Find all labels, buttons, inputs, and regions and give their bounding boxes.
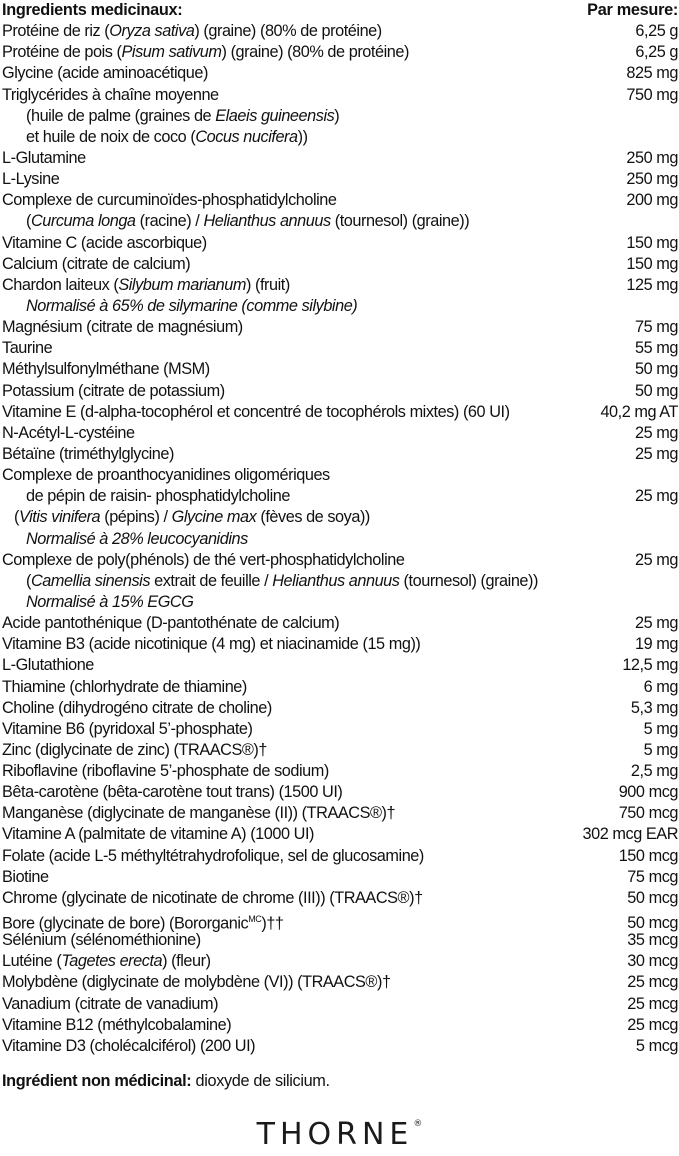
- logo-text: THORNE: [256, 1117, 414, 1152]
- header-amount-label: Par mesure:: [587, 1, 678, 19]
- ingredient-row: [0, 148, 679, 169]
- ingredient-name: Vitamine B12 (méthylcobalamine): [2, 1015, 232, 1034]
- ingredient-name: Magnésium (citrate de magnésium): [2, 318, 243, 337]
- ingredient-name: L-Glutathione: [2, 656, 94, 675]
- ingredient-amount: 50 mcg: [627, 914, 678, 933]
- ingredient-amount: 50 mg: [634, 381, 678, 400]
- ingredient-row: [0, 1036, 679, 1057]
- ingredient-row: [0, 888, 679, 909]
- ingredient-amount: 40,2 mg AT: [600, 402, 678, 421]
- ingredient-amount: 6 mg: [643, 677, 678, 696]
- ingredient-row: [0, 930, 679, 951]
- ingredient-name: Thiamine (chlorhydrate de thiamine): [2, 677, 247, 696]
- ingredient-name: Chrome (glycinate de nicotinate de chrome (III)) (TRAACS®)†: [2, 888, 423, 907]
- ingredient-row: [0, 127, 679, 148]
- ingredient-row: [0, 21, 679, 42]
- ingredient-row: [0, 465, 679, 486]
- ingredient-row: [0, 381, 679, 402]
- ingredient-name: Bêta-carotène (bêta-carotène tout trans) (1500 UI): [2, 783, 343, 802]
- ingredient-name: (huile de palme (graines de Elaeis guineensis): [26, 106, 340, 125]
- ingredient-name: Protéine de riz (Oryza sativa) (graine) (80% de protéine): [2, 22, 382, 41]
- ingredient-row: [0, 909, 679, 933]
- ingredient-row: [0, 211, 679, 232]
- ingredient-amount: 5 mg: [643, 740, 678, 759]
- ingredient-name: Glycine (acide aminoacétique): [2, 64, 208, 83]
- ingredient-amount: 125 mg: [626, 275, 678, 294]
- ingredient-row: [0, 951, 679, 972]
- ingredient-row: [0, 677, 679, 698]
- ingredient-name: Complexe de poly(phénols) de thé vert-phosphatidylcholine: [2, 550, 405, 569]
- ingredient-amount: 25 mg: [634, 487, 678, 506]
- ingredient-row: [0, 782, 679, 803]
- ingredient-row: [0, 1015, 679, 1036]
- ingredient-amount: 25 mcg: [627, 994, 678, 1013]
- ingredient-amount: 25 mcg: [627, 1015, 678, 1034]
- ingredient-amount: 25 mg: [634, 444, 678, 463]
- ingredient-name: Vitamine B3 (acide nicotinique (4 mg) et niacinamide (15 mg)): [2, 635, 421, 654]
- ingredient-amount: 30 mcg: [627, 952, 678, 971]
- ingredient-name: Complexe de proanthocyanidines oligomériques: [2, 466, 330, 485]
- ingredient-name: Riboflavine (riboflavine 5’-phosphate de sodium): [2, 762, 329, 781]
- ingredient-row: [0, 803, 679, 824]
- ingredient-amount: 150 mg: [626, 233, 678, 252]
- ingredient-amount: 302 mcg EAR: [582, 825, 678, 844]
- ingredient-name: Bore (glycinate de bore) (Bororganic$^{MC}$)††: [2, 914, 284, 933]
- ingredient-row: [0, 254, 679, 275]
- ingredient-name: Vitamine B6 (pyridoxal 5’-phosphate): [2, 719, 253, 738]
- ingredient-row: [0, 359, 679, 380]
- ingredient-amount: 200 mg: [626, 191, 678, 210]
- ingredient-amount: 150 mcg: [618, 846, 678, 865]
- ingredient-row: [0, 169, 679, 190]
- ingredient-name: (Curcuma longa (racine) / Helianthus annuus (tournesol) (graine)): [26, 212, 470, 231]
- non-medicinal-label: Ingrédient non médicinal:: [2, 1072, 192, 1090]
- ingredient-name: N-Acétyl-L-cystéine: [2, 423, 135, 442]
- ingredient-amount: 2,5 mg: [630, 762, 678, 781]
- ingredient-row: [0, 85, 679, 106]
- ingredient-row: [0, 444, 679, 465]
- ingredient-row: [0, 571, 679, 592]
- ingredient-row: [0, 296, 679, 317]
- ingredient-name: (Vitis vinifera (pépins) / Glycine max (fèves de soya)): [14, 508, 370, 527]
- thorne-logo: [0, 1117, 679, 1152]
- ingredient-row: [0, 233, 679, 254]
- non-medicinal-text: dioxyde de silicium.: [191, 1072, 330, 1090]
- ingredient-row: [0, 42, 679, 63]
- header-ingredients-label: Ingredients medicinaux:: [2, 1, 183, 19]
- registered-mark: ®: [413, 1119, 423, 1129]
- ingredient-row: [0, 550, 679, 571]
- ingredient-name: Calcium (citrate de calcium): [2, 254, 191, 273]
- ingredient-row: [0, 106, 679, 127]
- ingredient-row: [0, 698, 679, 719]
- ingredient-row: [0, 486, 679, 507]
- ingredient-amount: 75 mg: [634, 318, 678, 337]
- ingredient-row: [0, 507, 679, 528]
- ingredient-row: [0, 190, 679, 211]
- ingredient-amount: 6,25 g: [635, 43, 678, 62]
- ingredient-row: [0, 592, 679, 613]
- ingredient-name: Vanadium (citrate de vanadium): [2, 994, 219, 1013]
- ingredient-amount: 6,25 g: [635, 22, 678, 41]
- ingredient-name: Acide pantothénique (D-pantothénate de calcium): [2, 614, 340, 633]
- ingredient-name: Manganèse (diglycinate de manganèse (II)) (TRAACS®)†: [2, 804, 396, 823]
- ingredient-row: [0, 529, 679, 550]
- ingredient-amount: 5,3 mg: [630, 698, 678, 717]
- ingredient-row: [0, 846, 679, 867]
- ingredient-amount: 12,5 mg: [622, 656, 678, 675]
- ingredient-row: [0, 275, 679, 296]
- ingredient-amount: 900 mcg: [618, 783, 678, 802]
- ingredient-amount: 25 mg: [634, 550, 678, 569]
- ingredient-row: [0, 972, 679, 993]
- ingredient-name: Molybdène (diglycinate de molybdène (VI)) (TRAACS®)†: [2, 973, 391, 992]
- ingredient-name: Vitamine C (acide ascorbique): [2, 233, 207, 252]
- ingredient-list: [0, 21, 679, 1057]
- ingredient-name: Normalisé à 15% EGCG: [26, 592, 194, 611]
- ingredient-name: (Camellia sinensis extrait de feuille / Helianthus annuus (tournesol) (graine)): [26, 571, 538, 590]
- ingredient-amount: 35 mcg: [627, 931, 678, 950]
- non-medicinal-note: [2, 1072, 330, 1091]
- ingredient-name: Taurine: [2, 339, 53, 358]
- ingredient-amount: 50 mg: [634, 360, 678, 379]
- ingredient-amount: 19 mg: [634, 635, 678, 654]
- ingredient-amount: 50 mcg: [627, 888, 678, 907]
- ingredient-row: [0, 740, 679, 761]
- ingredient-name: Sélénium (sélénométhionine): [2, 931, 201, 950]
- ingredient-name: L-Glutamine: [2, 148, 86, 167]
- ingredient-name: Complexe de curcuminoïdes-phosphatidylcholine: [2, 191, 337, 210]
- table-header: [0, 0, 679, 21]
- ingredient-row: [0, 867, 679, 888]
- ingredient-row: [0, 824, 679, 845]
- ingredient-name: de pépin de raisin- phosphatidylcholine: [26, 487, 290, 506]
- ingredient-row: [0, 63, 679, 84]
- ingredient-amount: 75 mcg: [627, 867, 678, 886]
- ingredient-name: Normalisé à 65% de silymarine (comme silybine): [26, 296, 358, 315]
- ingredient-name: Chardon laiteux (Silybum marianum) (fruit): [2, 275, 290, 294]
- ingredient-row: [0, 402, 679, 423]
- ingredient-row: [0, 338, 679, 359]
- ingredient-amount: 750 mg: [626, 85, 678, 104]
- ingredient-name: Potassium (citrate de potassium): [2, 381, 225, 400]
- ingredient-amount: 5 mg: [643, 719, 678, 738]
- ingredient-amount: 25 mg: [634, 423, 678, 442]
- ingredient-name: Vitamine A (palmitate de vitamine A) (1000 UI): [2, 825, 315, 844]
- ingredient-name: Biotine: [2, 867, 49, 886]
- ingredient-row: [0, 613, 679, 634]
- ingredient-amount: 25 mcg: [627, 973, 678, 992]
- ingredient-amount: 250 mg: [626, 148, 678, 167]
- ingredient-name: Lutéine (Tagetes erecta) (fleur): [2, 952, 211, 971]
- ingredient-row: [0, 423, 679, 444]
- ingredient-name: Bétaïne (triméthylglycine): [2, 444, 174, 463]
- ingredient-name: Vitamine E (d-alpha-tocophérol et concentré de tocophérols mixtes) (60 UI): [2, 402, 510, 421]
- ingredient-name: Protéine de pois (Pisum sativum) (graine) (80% de protéine): [2, 43, 409, 62]
- ingredient-amount: 825 mg: [626, 64, 678, 83]
- ingredient-amount: 5 mcg: [635, 1036, 678, 1055]
- ingredient-row: [0, 994, 679, 1015]
- ingredient-name: et huile de noix de coco (Cocus nucifera)): [26, 127, 308, 146]
- ingredient-name: Triglycérides à chaîne moyenne: [2, 85, 219, 104]
- ingredient-row: [0, 761, 679, 782]
- ingredient-name: Choline (dihydrogéno citrate de choline): [2, 698, 272, 717]
- ingredient-name: Folate (acide L-5 méthyltétrahydrofolique, sel de glucosamine): [2, 846, 424, 865]
- ingredient-amount: 55 mg: [634, 339, 678, 358]
- ingredient-amount: 250 mg: [626, 170, 678, 189]
- ingredient-amount: 150 mg: [626, 254, 678, 273]
- ingredient-row: [0, 719, 679, 740]
- ingredient-row: [0, 634, 679, 655]
- ingredient-amount: 750 mcg: [618, 804, 678, 823]
- ingredient-name: Vitamine D3 (cholécalciférol) (200 UI): [2, 1036, 256, 1055]
- ingredient-name: Normalisé à 28% leucocyanidins: [26, 529, 248, 548]
- ingredient-name: Méthylsulfonylméthane (MSM): [2, 360, 210, 379]
- ingredient-name: L-Lysine: [2, 170, 60, 189]
- ingredient-row: [0, 317, 679, 338]
- ingredient-name: Zinc (diglycinate de zinc) (TRAACS®)†: [2, 740, 267, 759]
- ingredient-row: [0, 655, 679, 676]
- ingredient-amount: 25 mg: [634, 614, 678, 633]
